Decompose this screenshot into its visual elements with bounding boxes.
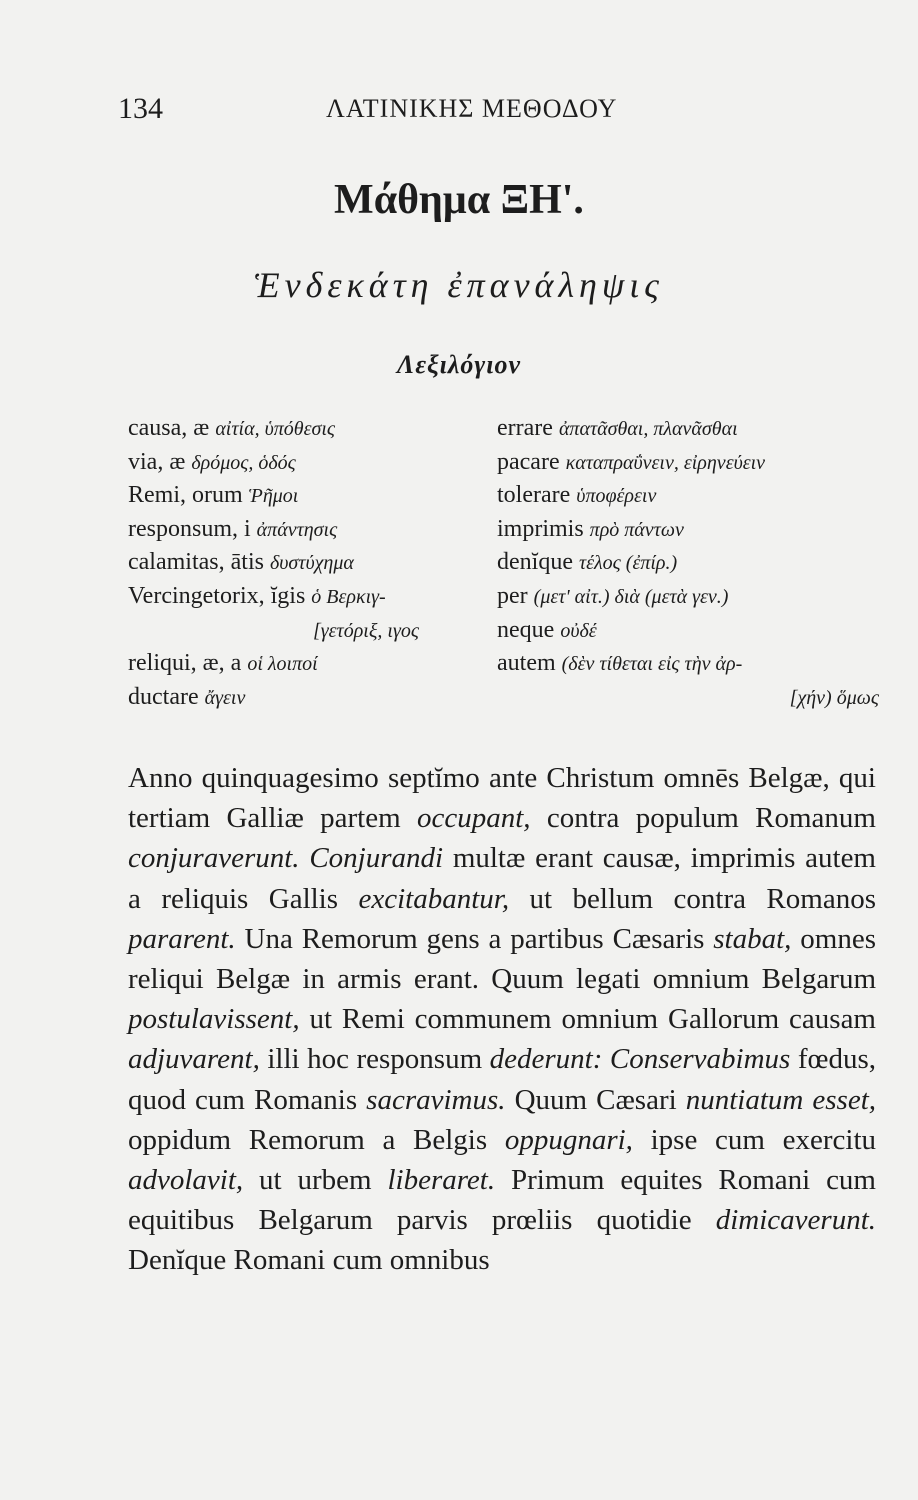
greek-translation: αἰτία, ὑπόθεσις (215, 418, 336, 440)
greek-translation: [γετόριξ, ιγος (313, 619, 419, 642)
latin-term: Vercingetorix, ĭgis (128, 582, 306, 609)
greek-translation: [χήν) ὅμως (789, 686, 879, 709)
passage-italic-segment: Conjurandi (309, 842, 444, 875)
glossary-entry (128, 412, 488, 446)
page-header (118, 92, 878, 132)
latin-term: errare (497, 415, 553, 441)
passage-segment: Anno quinquagesimo septĭmo ante Christum omnēs Belgæ, qui tertiam Galliæ partem (128, 762, 876, 835)
latin-term: reliqui, æ, a (128, 650, 242, 677)
greek-translation: πρὸ πάντων (589, 518, 684, 541)
greek-translation: ἄγειν (204, 686, 246, 709)
greek-translation: (δὲν τίθεται εἰς τὴν ἀρ- (561, 653, 743, 676)
passage-segment: ut Remi communem omnium Gallorum causam (299, 1003, 876, 1036)
latin-term: ductare (128, 683, 199, 710)
latin-term: per (497, 582, 528, 609)
passage-italic-segment: occupant, (417, 802, 531, 835)
greek-translation: τέλος (ἐπίρ.) (578, 552, 678, 575)
greek-translation: Ῥῆμοι (248, 485, 299, 508)
glossary-entry (128, 446, 488, 480)
glossary-entry (497, 580, 887, 614)
passage-italic-segment: excitabantur, (358, 882, 510, 915)
passage-segment: multæ erant causæ, imprimis autem a reliquis Gallis (128, 842, 876, 915)
lesson-passage (128, 758, 876, 1281)
passage-segment: illi hoc responsum (259, 1043, 490, 1076)
glossary-entry (128, 681, 488, 715)
glossary-entry (128, 647, 488, 681)
passage-italic-segment: dederunt: Conservabimus (489, 1043, 791, 1076)
passage-segment: ipse cum exercitu (632, 1123, 877, 1156)
greek-translation: ἀπάντησις (256, 518, 338, 541)
glossary-entry (497, 479, 887, 513)
passage-italic-segment: liberaret. (387, 1164, 496, 1197)
passage-italic-segment: conjuraverunt. (128, 842, 300, 875)
passage-segment: ut urbem (243, 1164, 388, 1197)
latin-term: via, æ (128, 448, 186, 475)
passage-segment (300, 842, 310, 874)
passage-italic-segment: sacravimus. (366, 1083, 506, 1116)
glossary-right-column (497, 412, 887, 714)
latin-term: neque (497, 616, 555, 643)
passage-italic-segment: pararent. (128, 922, 236, 955)
latin-term: Remi, orum (128, 482, 243, 509)
latin-term: responsum, i (128, 515, 251, 542)
passage-italic-segment: postulavissent, (128, 1003, 300, 1036)
passage-segment: omnes reliqui Belgæ in armis erant. Quum legati omnium Belgarum (128, 922, 876, 996)
greek-translation: καταπραΰνειν, εἰρηνεύειν (565, 451, 766, 474)
glossary-title: Λεξιλόγιον (396, 350, 522, 379)
glossary-entry (128, 614, 488, 648)
passage-italic-segment: adjuvarent, (128, 1043, 260, 1076)
passage-italic-segment: dimicaverunt. (715, 1204, 876, 1237)
glossary-entry (497, 681, 887, 715)
passage-segment: Denĭque Romani cum omnibus (128, 1244, 490, 1277)
greek-translation: οὐδέ (560, 619, 597, 642)
passage-italic-segment: nuntiatum esset, (685, 1083, 876, 1116)
greek-translation: ἀπατᾶσθαι, πλανᾶσθαι (558, 418, 738, 440)
latin-term: autem (497, 650, 556, 677)
passage-segment: oppidum Remorum a Belgis (128, 1123, 505, 1156)
glossary-entry (497, 614, 887, 648)
glossary-entry (128, 580, 488, 614)
latin-term: tolerare (497, 482, 571, 509)
glossary-entry (497, 412, 887, 446)
passage-segment: Primum equites Romani cum equitibus Belgarum parvis prœliis quotidie (128, 1164, 876, 1237)
passage-segment: contra populum Romanum (530, 802, 876, 835)
greek-translation: (μετ' αἰτ.) διὰ (μετὰ γεν.) (533, 585, 729, 608)
greek-translation: οἱ λοιποί (247, 653, 318, 676)
greek-translation: ὁ Βερκιγ- (311, 585, 386, 608)
greek-translation: δυστύχημα (269, 552, 354, 575)
glossary-entry (128, 546, 488, 580)
passage-italic-segment: advolavit, (128, 1164, 244, 1197)
passage-segment: Una Remorum gens a partibus Cæsaris (235, 922, 714, 955)
glossary-entry (497, 446, 887, 480)
glossary-left-column (128, 412, 488, 714)
glossary-entry (497, 546, 887, 580)
glossary-entry (497, 647, 887, 681)
passage-segment: ut bellum contra Romanos (509, 882, 876, 915)
passage-segment: fœdus, quod cum Romanis (128, 1043, 876, 1116)
latin-term: denĭque (497, 549, 573, 576)
passage-italic-segment: oppugnari, (504, 1123, 633, 1156)
greek-translation: δρόμος, ὁδός (191, 451, 296, 474)
latin-term: calamitas, ātis (128, 549, 264, 576)
running-head: ΛΑΤΙΝΙΚΗΣ ΜΕΘΟΔΟΥ (326, 94, 618, 123)
glossary-entry (128, 479, 488, 513)
lesson-title: Μάθημα ΞΗ'. (334, 177, 584, 223)
greek-translation: ὑποφέρειν (576, 485, 657, 508)
latin-term: imprimis (497, 515, 584, 542)
page-number: 134 (118, 92, 163, 125)
glossary-entry (128, 513, 488, 547)
latin-term: causa, æ (128, 415, 210, 441)
passage-italic-segment: stabat, (713, 922, 792, 955)
glossary-entry (497, 513, 887, 547)
lesson-subtitle: Ἑνδεκάτη ἐπανάληψις (254, 265, 664, 305)
passage-segment: Quum Cæsari (505, 1083, 686, 1116)
latin-term: pacare (497, 448, 560, 475)
